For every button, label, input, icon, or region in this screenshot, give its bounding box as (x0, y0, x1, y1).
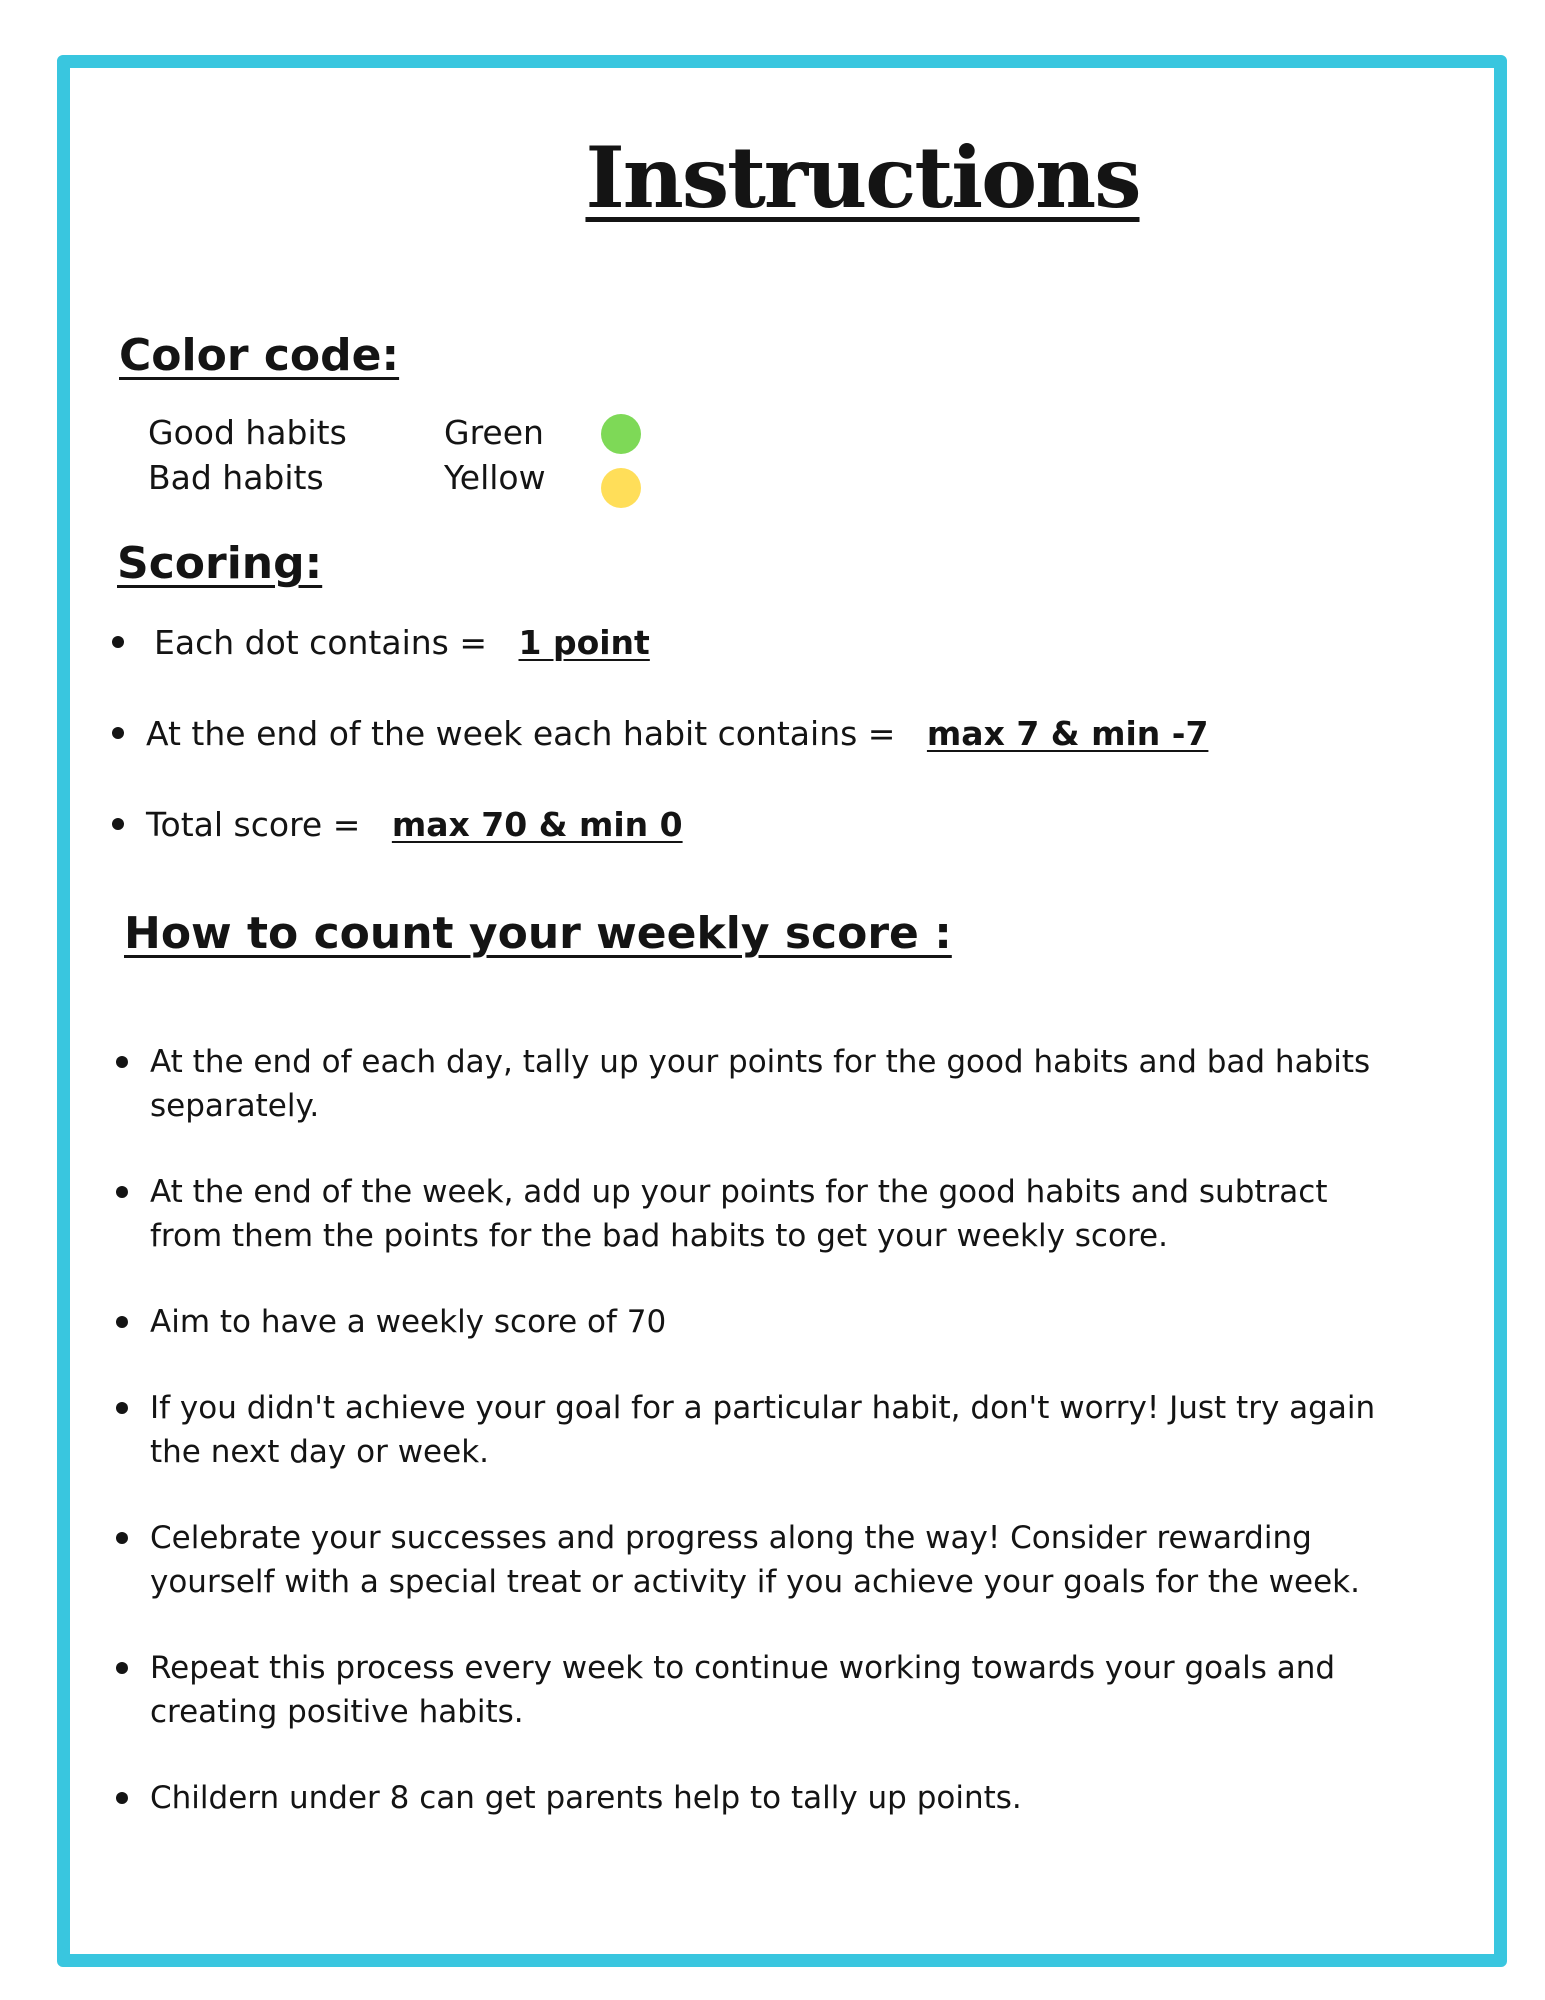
list-item (112, 1386, 1402, 1474)
color-row-bad (0, 456, 1545, 500)
scoring-text: Total score = (146, 805, 371, 844)
scoring-text: At the end of the week each habit contains = (146, 714, 906, 753)
bullet-icon (116, 1186, 128, 1198)
list-item (112, 1516, 1402, 1604)
scoring-value: max 70 & min 0 (391, 805, 683, 844)
list-item-text: Aim to have a weekly score of 70 (150, 1304, 667, 1340)
scoring-item (112, 712, 1208, 756)
list-item (112, 1300, 1402, 1344)
bullet-icon (116, 1402, 128, 1414)
bullet-icon (116, 1316, 128, 1328)
bullet-icon (116, 1792, 128, 1804)
scoring-value: 1 point (518, 623, 650, 662)
bullet-icon (116, 1056, 128, 1068)
yellow-dot-icon (601, 468, 641, 508)
color-row-good (0, 411, 1545, 455)
list-item (112, 1646, 1402, 1734)
list-item (112, 1170, 1402, 1258)
scoring-item (112, 621, 650, 665)
color-name: Green (444, 413, 544, 452)
scoring-value: max 7 & min -7 (926, 714, 1209, 753)
bullet-icon (112, 636, 124, 648)
bullet-icon (112, 818, 124, 830)
list-item (112, 1776, 1402, 1820)
bullet-icon (112, 727, 124, 739)
list-item-text: If you didn't achieve your goal for a particular habit, don't worry! Just try again the next day or week. (150, 1390, 1376, 1470)
habit-label: Bad habits (148, 458, 324, 497)
color-code-heading: Color code: (119, 330, 400, 381)
list-item-text: At the end of each day, tally up your points for the good habits and bad habits separately. (150, 1044, 1371, 1124)
list-item (112, 1040, 1402, 1128)
bullet-icon (116, 1532, 128, 1544)
list-item-text: Repeat this process every week to continue working towards your goals and creating positive habits. (150, 1650, 1336, 1730)
scoring-heading: Scoring: (117, 538, 323, 589)
color-name: Yellow (444, 458, 546, 497)
scoring-item (112, 803, 683, 847)
page-title: Instructions (585, 128, 1140, 227)
scoring-text: Each dot contains = (154, 623, 498, 662)
list-item-text: Celebrate your successes and progress along the way! Consider rewarding yourself with a special treat or activity if you achieve your goals for the week. (150, 1520, 1360, 1600)
green-dot-icon (601, 414, 641, 454)
bullet-icon (116, 1662, 128, 1674)
weekly-score-heading: How to count your weekly score : (124, 908, 952, 959)
list-item-text: Childern under 8 can get parents help to tally up points. (150, 1780, 1022, 1816)
habit-label: Good habits (148, 413, 347, 452)
weekly-instructions-list (112, 1040, 1402, 1862)
list-item-text: At the end of the week, add up your points for the good habits and subtract from them the points for the bad habits to get your weekly score. (150, 1174, 1328, 1254)
